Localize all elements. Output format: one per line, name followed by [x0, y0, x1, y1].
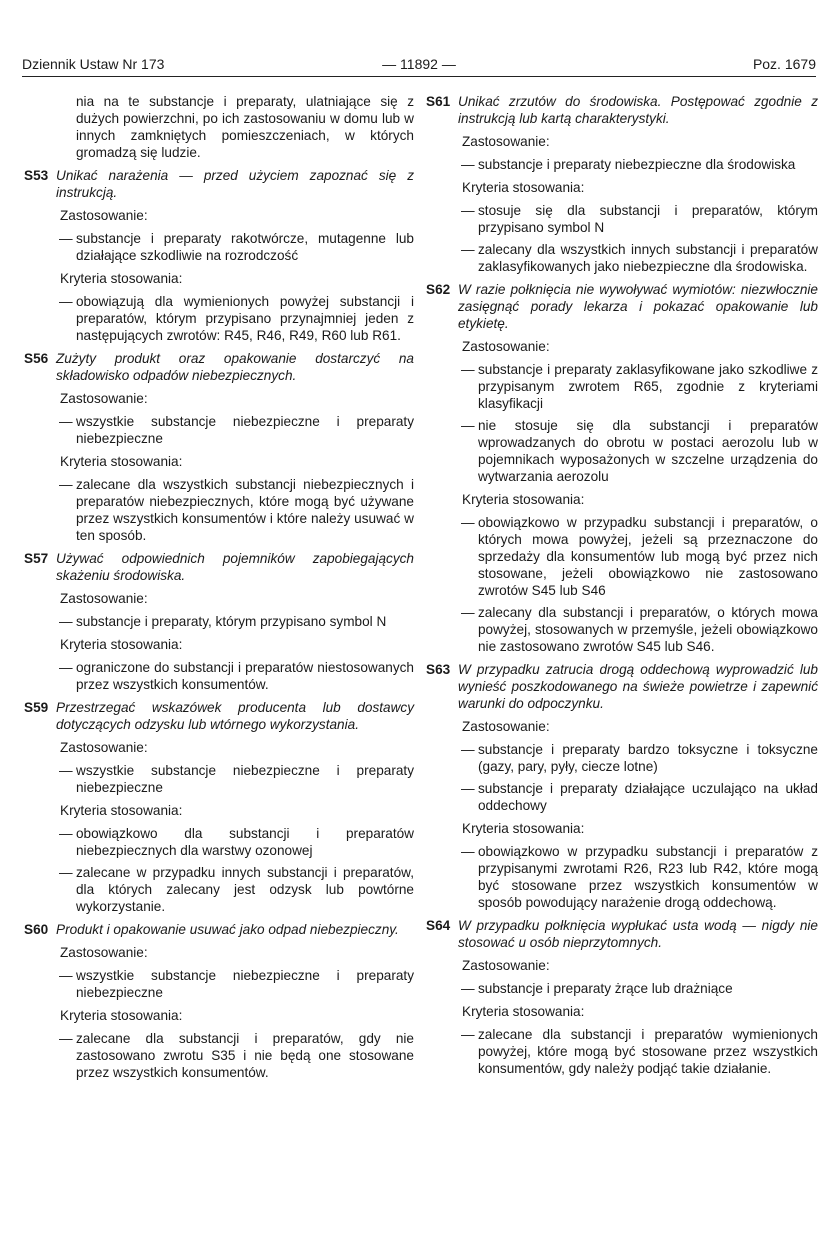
- phrase-code: S60: [24, 922, 49, 937]
- phrase-text: W przypadku zatrucia drogą oddechową wyprowadzić lub wynieść poszkodowanego na świeże powietrze i zapewnić warunki do odpoczynku.: [458, 662, 818, 711]
- application-label: Zastosowanie:: [462, 958, 550, 973]
- criteria-item: — obowiązkowo w przypadku substancji i preparatów, o których mowa powyżej, jeżeli są przeznaczone do sprzedaży dla konsumentów lub mogą być przez nich stosowane, jeżeli obowiązkowo nie zastosowano zwrotów S45 lub S46: [458, 514, 818, 599]
- left-column: [24, 93, 414, 1087]
- criteria-list: [56, 825, 414, 915]
- criteria-label: Kryteria stosowania:: [60, 637, 183, 652]
- application-item: — nie stosuje się dla substancji i preparatów wprowadzanych do obrotu w postaci aerozolu lub w pojemnikach wyposażonych w szczelne urządzenia do wytwarzania aerozolu: [458, 417, 818, 485]
- phrase-code: S56: [24, 351, 49, 366]
- phrase-text: W przypadku połknięcia wypłukać usta wodą — nigdy nie stosować u osób nieprzytomnych.: [458, 918, 818, 950]
- page-number: — 11892 —: [382, 56, 456, 72]
- criteria-item: — zalecane w przypadku innych substancji i preparatów, dla których zalecany jest odzysk lub powtórne wykorzystanie.: [56, 864, 414, 915]
- application-list: [56, 613, 414, 630]
- criteria-label: Kryteria stosowania:: [462, 492, 585, 507]
- journal-title: Dziennik Ustaw Nr 173: [22, 56, 165, 72]
- application-list: [56, 413, 414, 447]
- phrase-entry-s60: [24, 921, 414, 1081]
- application-list: [458, 980, 818, 997]
- phrase-text: Unikać narażenia — przed użyciem zapoznać się z instrukcją.: [56, 168, 414, 200]
- criteria-label: Kryteria stosowania:: [462, 821, 585, 836]
- phrase-entry-s56: [24, 350, 414, 544]
- criteria-label: Kryteria stosowania:: [60, 1008, 183, 1023]
- application-label: Zastosowanie:: [462, 719, 550, 734]
- phrase-entry-s64: [426, 917, 818, 1077]
- application-list: [56, 230, 414, 264]
- right-column: [426, 93, 818, 1083]
- application-item: — wszystkie substancje niebezpieczne i preparaty niebezpieczne: [56, 413, 414, 447]
- application-item: — wszystkie substancje niebezpieczne i preparaty niebezpieczne: [56, 762, 414, 796]
- application-item: — substancje i preparaty żrące lub drażniące: [458, 980, 818, 997]
- phrase-entry-s63: [426, 661, 818, 911]
- application-label: Zastosowanie:: [462, 339, 550, 354]
- application-item: — substancje i preparaty rakotwórcze, mutagenne lub działające szkodliwie na rozrodczość: [56, 230, 414, 264]
- criteria-list: [458, 514, 818, 655]
- position-number: Poz. 1679: [752, 56, 816, 72]
- application-list: [458, 156, 818, 173]
- page-header: [22, 54, 816, 77]
- application-item: — substancje i preparaty niebezpieczne dla środowiska: [458, 156, 818, 173]
- phrase-text: Używać odpowiednich pojemników zapobiegających skażeniu środowiska.: [56, 551, 414, 583]
- criteria-item: — zalecany dla substancji i preparatów, o których mowa powyżej, stosowanych w przemyśle, jeżeli obowiązkowo nie zastosowano zwrotów S45 lub S46.: [458, 604, 818, 655]
- criteria-item: — obowiązują dla wymienionych powyżej substancji i preparatów, którym przypisano przynajmniej jeden z następujących zwrotów: R45, R46, R49, R60 lub R61.: [56, 293, 414, 344]
- phrase-code: S61: [426, 94, 451, 109]
- criteria-item: — obowiązkowo w przypadku substancji i preparatów z przypisanymi zwrotami R26, R23 lub R42, które mogą być stosowane przez wszystkich konsumentów w sposób powodujący narażenie drogą oddechową.: [458, 843, 818, 911]
- criteria-item: — zalecany dla wszystkich innych substancji i preparatów zaklasyfikowanych jako niebezpieczne dla środowiska.: [458, 241, 818, 275]
- criteria-list: [56, 659, 414, 693]
- phrase-text: Unikać zrzutów do środowiska. Postępować zgodnie z instrukcją lub kartą charakterystyki.: [458, 94, 818, 126]
- application-label: Zastosowanie:: [60, 591, 148, 606]
- criteria-label: Kryteria stosowania:: [60, 271, 183, 286]
- continued-text: nia na te substancje i preparaty, ulatniające się z dużych powierzchni, po ich zastosowaniu w domu lub w innych zamkniętych pomieszczeniach, w których gromadzą się ludzie.: [76, 94, 414, 160]
- application-label: Zastosowanie:: [462, 134, 550, 149]
- phrase-code: S62: [426, 282, 451, 297]
- phrase-text: Przestrzegać wskazówek producenta lub dostawcy dotyczących odzysku lub wtórnego wykorzystania.: [56, 700, 414, 732]
- criteria-list: [458, 843, 818, 911]
- application-label: Zastosowanie:: [60, 945, 148, 960]
- phrase-entry-s61: [426, 93, 818, 275]
- criteria-item: — ograniczone do substancji i preparatów niestosowanych przez wszystkich konsumentów.: [56, 659, 414, 693]
- application-list: [458, 741, 818, 814]
- phrase-code: S57: [24, 551, 49, 566]
- right-entries: [426, 93, 818, 1077]
- phrase-code: S53: [24, 168, 49, 183]
- application-item: — substancje i preparaty bardzo toksyczne i toksyczne (gazy, pary, pyły, ciecze lotne): [458, 741, 818, 775]
- application-item: — wszystkie substancje niebezpieczne i preparaty niebezpieczne: [56, 967, 414, 1001]
- phrase-entry-s59: [24, 699, 414, 915]
- criteria-label: Kryteria stosowania:: [462, 180, 585, 195]
- criteria-item: — stosuje się dla substancji i preparatów, którym przypisano symbol N: [458, 202, 818, 236]
- application-item: — substancje i preparaty, którym przypisano symbol N: [56, 613, 414, 630]
- criteria-label: Kryteria stosowania:: [462, 1004, 585, 1019]
- criteria-label: Kryteria stosowania:: [60, 803, 183, 818]
- application-label: Zastosowanie:: [60, 391, 148, 406]
- phrase-entry-s57: [24, 550, 414, 693]
- criteria-list: [56, 293, 414, 344]
- phrase-entry-s62: [426, 281, 818, 655]
- phrase-code: S59: [24, 700, 49, 715]
- application-label: Zastosowanie:: [60, 740, 148, 755]
- criteria-list: [56, 476, 414, 544]
- criteria-item: — zalecane dla substancji i preparatów wymienionych powyżej, które mogą być stosowane przez wszystkich konsumentów, gdy należy podjąć takie działanie.: [458, 1026, 818, 1077]
- phrase-code: S64: [426, 918, 451, 933]
- criteria-item: — zalecane dla substancji i preparatów, gdy nie zastosowano zwrotu S35 i nie będą one stosowane przez wszystkich konsumentów.: [56, 1030, 414, 1081]
- phrase-entry-s53: [24, 167, 414, 344]
- phrase-text: W razie połknięcia nie wywoływać wymiotów: niezwłocznie zasięgnąć porady lekarza i pokazać opakowanie lub etykietę.: [458, 282, 818, 331]
- application-list: [56, 762, 414, 796]
- application-list: [458, 361, 818, 485]
- phrase-code: S63: [426, 662, 451, 677]
- criteria-list: [458, 1026, 818, 1077]
- criteria-list: [56, 1030, 414, 1081]
- application-list: [56, 967, 414, 1001]
- left-entries: [24, 167, 414, 1081]
- criteria-item: — obowiązkowo dla substancji i preparatów niebezpiecznych dla warstwy ozonowej: [56, 825, 414, 859]
- application-label: Zastosowanie:: [60, 208, 148, 223]
- application-item: — substancje i preparaty zaklasyfikowane jako szkodliwe z przypisanym zwrotem R65, zgodnie z kryteriami klasyfikacji: [458, 361, 818, 412]
- criteria-item: — zalecane dla wszystkich substancji niebezpiecznych i preparatów niebezpiecznych, które mogą być używane przez wszystkich konsumentów i które należy usuwać w ten sposób.: [56, 476, 414, 544]
- phrase-text: Zużyty produkt oraz opakowanie dostarczyć na składowisko odpadów niebezpiecznych.: [56, 351, 414, 383]
- phrase-text: Produkt i opakowanie usuwać jako odpad niebezpieczny.: [56, 922, 399, 937]
- application-item: — substancje i preparaty działające uczulająco na układ oddechowy: [458, 780, 818, 814]
- criteria-label: Kryteria stosowania:: [60, 454, 183, 469]
- criteria-list: [458, 202, 818, 275]
